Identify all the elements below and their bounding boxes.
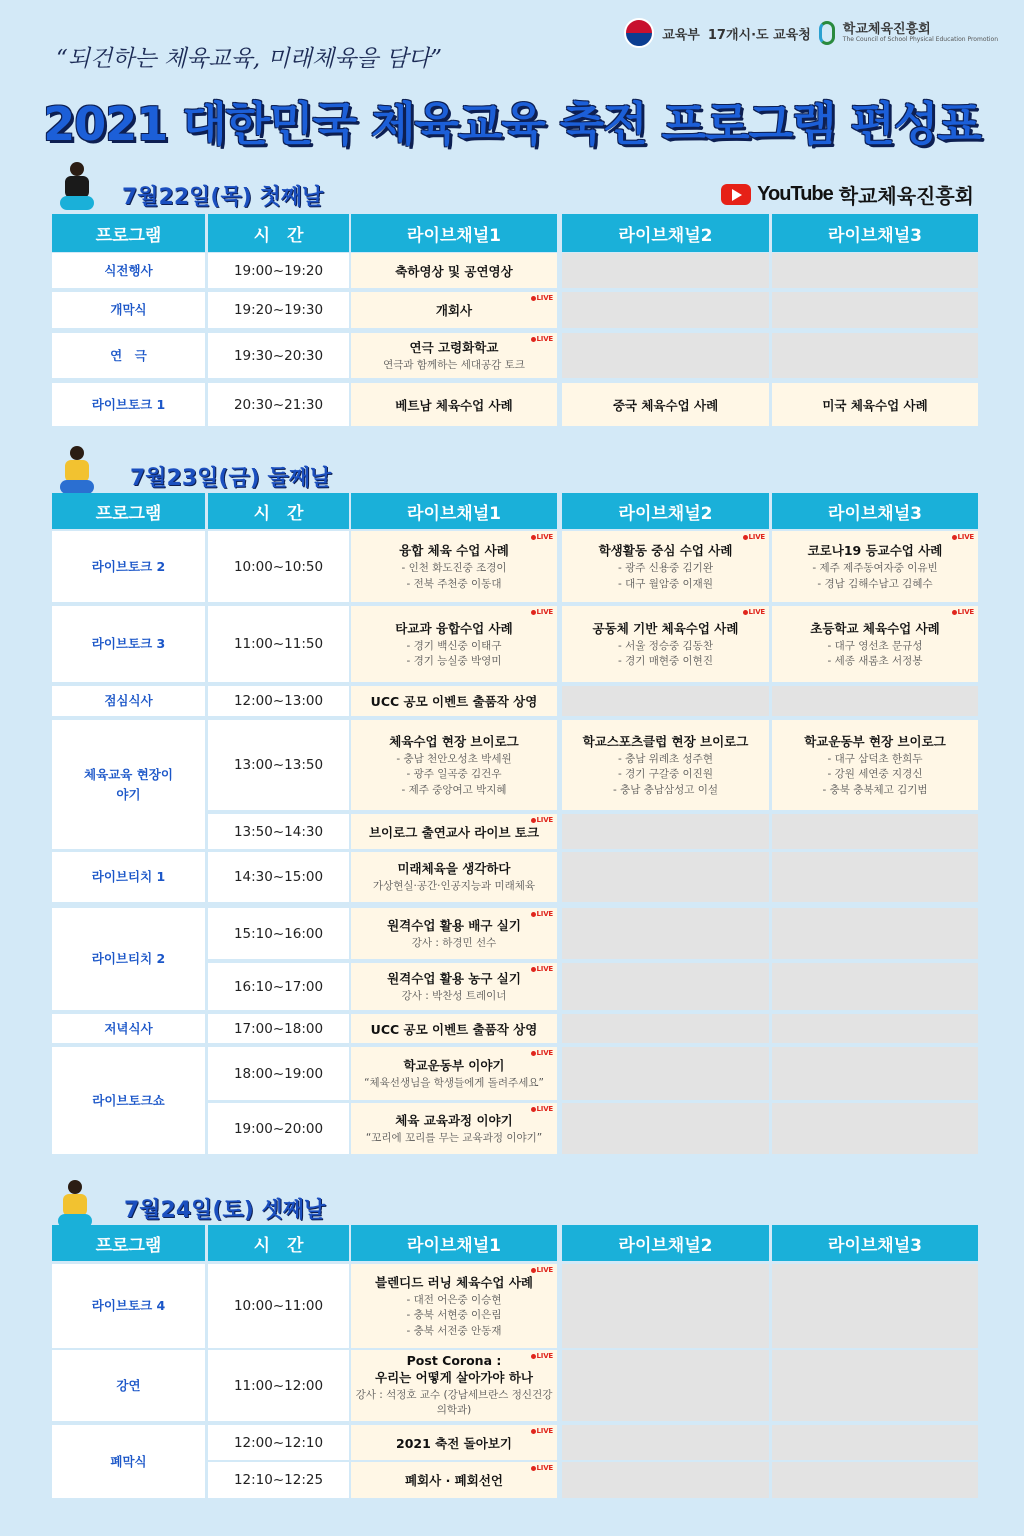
channel-3-empty — [772, 686, 978, 716]
program-label: 체육교육 현장이야기 — [84, 766, 173, 802]
session-detail — [412, 936, 497, 951]
live-badge: LIVE — [531, 335, 553, 343]
live-badge: LIVE — [531, 965, 553, 973]
session-detail — [407, 639, 502, 669]
session-title: UCC 공모 이벤트 출품작 상영 — [370, 694, 538, 709]
column-header: 시 간 — [208, 1225, 349, 1261]
column-header: 라이브채널2 — [562, 1225, 769, 1261]
session-detail-line: 연극과 함께하는 세대공감 토크 — [383, 358, 525, 371]
session-title: 학교운동부 현장 브이로그 — [804, 734, 946, 750]
session-detail-line: - 충남 위례초 성주현 — [618, 753, 713, 766]
program-name — [52, 720, 205, 849]
page-title: 2021 대한민국 체육교육 축전 프로그램 편성표 — [43, 97, 981, 151]
youtube-channel-name: 학교체육진흥회 — [838, 184, 974, 208]
channel-3-session[interactable] — [772, 531, 978, 602]
session-detail-line: - 충북 서전중 안동재 — [406, 1324, 502, 1337]
channel-2-session[interactable] — [562, 720, 769, 810]
live-badge: LIVE — [531, 1105, 553, 1113]
session-title: 브이로그 출연교사 라이브 토크 — [368, 824, 540, 840]
session-detail-line: - 서울 정승중 김동찬 — [618, 639, 713, 652]
top-logo-bar — [624, 18, 998, 48]
live-badge: LIVE — [531, 816, 553, 824]
channel-1-session[interactable] — [351, 1264, 557, 1348]
column-header: 라이브채널1 — [351, 214, 557, 252]
channel-3-empty — [772, 963, 978, 1010]
program-label: 라이브티치 2 — [91, 951, 166, 966]
program-label: 라이브토크쇼 — [92, 1092, 165, 1108]
org-offices: 17개시·도 교육청 — [707, 27, 811, 43]
channel-1-session[interactable] — [351, 1014, 557, 1043]
time-slot: 13:50~14:30 — [208, 814, 349, 849]
live-badge: LIVE — [743, 608, 765, 616]
channel-3-empty — [772, 333, 978, 378]
live-badge: LIVE — [743, 533, 765, 541]
session-title: 체육수업 현장 브이로그 — [389, 734, 519, 750]
live-badge: LIVE — [531, 1464, 553, 1472]
session-title: 축하영상 및 공연영상 — [395, 263, 513, 279]
session-detail-line: - 경기 구갈중 이진원 — [618, 768, 713, 781]
youtube-wordmark: YouTube — [757, 183, 833, 205]
program-label: 저녁식사 — [104, 1020, 153, 1036]
column-header: 라이브채널3 — [772, 1225, 978, 1261]
time-slot: 19:20~19:30 — [208, 292, 349, 328]
channel-1-session[interactable] — [351, 852, 557, 902]
channel-1-session[interactable] — [351, 531, 557, 602]
time-slot: 20:30~21:30 — [208, 383, 349, 426]
program-label: 라이브티치 1 — [91, 869, 166, 884]
session-title: 베트남 체육수업 사례 — [395, 397, 513, 413]
program-name — [52, 908, 205, 1010]
channel-2-empty — [562, 686, 769, 716]
government-emblem-icon — [624, 18, 654, 48]
session-detail-line: - 광주 신용중 김기완 — [618, 562, 713, 575]
session-detail — [396, 752, 511, 798]
session-detail — [401, 561, 506, 591]
program-label: 라이브토크 3 — [91, 636, 166, 651]
program-label: 강연 — [116, 1377, 141, 1393]
session-detail-line: - 대구 영선초 문규성 — [827, 639, 923, 652]
channel-3-session[interactable] — [772, 606, 978, 682]
channel-3-empty — [772, 814, 978, 849]
session-detail — [812, 561, 937, 591]
channel-1-session[interactable] — [351, 1103, 557, 1154]
program-label: 식전행사 — [104, 262, 153, 278]
channel-1-session[interactable] — [351, 1047, 557, 1100]
channel-1-session[interactable] — [351, 814, 557, 849]
column-header: 프로그램 — [52, 1225, 205, 1261]
live-badge: LIVE — [531, 294, 553, 302]
session-title: 코로나19 등교수업 사례 — [807, 543, 943, 559]
time-slot: 16:10~17:00 — [208, 963, 349, 1010]
session-title: UCC 공모 이벤트 출품작 상영 — [370, 1021, 538, 1037]
column-header: 프로그램 — [52, 214, 205, 252]
time-slot: 12:00~13:00 — [208, 686, 349, 716]
program-label: 라이브토크 1 — [91, 396, 166, 412]
channel-1-session[interactable] — [351, 1350, 557, 1421]
program-name — [52, 686, 205, 716]
session-detail — [618, 639, 713, 669]
session-detail-line: - 대전 어은중 이승현 — [406, 1294, 502, 1307]
session-detail-line: - 강원 세연중 지경신 — [827, 768, 923, 781]
org-ministry: 교육부 — [662, 27, 700, 43]
channel-1-session[interactable] — [351, 908, 557, 959]
channel-3-empty — [772, 1462, 978, 1498]
channel-3-empty — [772, 292, 978, 328]
session-detail — [822, 752, 927, 798]
session-detail-line: - 경기 매현중 이현진 — [618, 655, 713, 667]
channel-2-empty — [562, 1047, 769, 1100]
time-slot: 12:10~12:25 — [208, 1462, 349, 1498]
channel-2-empty — [562, 1103, 769, 1154]
session-detail — [618, 561, 713, 591]
channel-2-empty — [562, 1350, 769, 1421]
time-slot: 17:00~18:00 — [208, 1014, 349, 1043]
time-slot: 11:00~11:50 — [208, 606, 349, 682]
session-detail-line: - 충북 서현중 이은림 — [406, 1309, 502, 1322]
session-title: 미래체육을 생각하다 — [397, 861, 511, 877]
athlete-figure-1-icon — [52, 160, 102, 216]
day2-title: 7월23일(금) 둘째날 — [130, 466, 332, 491]
live-badge: LIVE — [531, 608, 553, 616]
channel-2-empty — [562, 253, 769, 288]
session-detail-line: - 대구 월암중 이재원 — [618, 577, 713, 590]
program-name — [52, 292, 205, 328]
channel-1-session[interactable] — [351, 253, 557, 288]
column-header: 라이브채널2 — [562, 214, 769, 252]
channel-2-empty — [562, 814, 769, 849]
session-detail-line: 강사 : 하경민 선수 — [411, 936, 497, 949]
channel-2-empty — [562, 908, 769, 959]
session-title: 타교과 융합수업 사례 — [395, 620, 513, 636]
time-slot: 10:00~10:50 — [208, 531, 349, 602]
channel-3-empty — [772, 1014, 978, 1043]
live-badge: LIVE — [531, 1427, 553, 1435]
session-detail — [407, 1293, 502, 1339]
channel-1-session[interactable] — [351, 333, 557, 378]
session-detail — [373, 879, 535, 894]
channel-2-empty — [562, 1014, 769, 1043]
time-slot: 10:00~11:00 — [208, 1264, 349, 1348]
channel-1-session[interactable] — [351, 1462, 557, 1498]
session-title: 미국 체육수업 사례 — [822, 397, 928, 413]
column-header: 라이브채널1 — [351, 493, 557, 529]
live-badge: LIVE — [531, 910, 553, 918]
session-title: 학교스포츠클럽 현장 브이로그 — [582, 734, 749, 750]
program-label: 라이브토크 4 — [91, 1298, 166, 1313]
channel-3-session[interactable] — [772, 720, 978, 810]
session-detail-line: - 대구 삼덕초 한희두 — [827, 753, 923, 766]
channel-3-empty — [772, 852, 978, 902]
channel-3-empty — [772, 908, 978, 959]
column-header: 라이브채널3 — [772, 214, 978, 252]
session-title: 원격수업 활용 배구 실기 — [387, 917, 521, 933]
session-detail-line: - 전북 주천중 이동대 — [406, 577, 502, 590]
program-label: 개막식 — [110, 302, 147, 317]
session-title: 체육 교육과정 이야기 — [395, 1112, 513, 1128]
session-detail-line: - 충남 충남삼성고 이설 — [612, 783, 719, 796]
channel-3-empty — [772, 253, 978, 288]
time-slot: 15:10~16:00 — [208, 908, 349, 959]
column-header: 시 간 — [208, 493, 349, 529]
session-title: 융합 체육 수업 사례 — [399, 543, 509, 559]
channel-1-session[interactable] — [351, 963, 557, 1010]
athlete-figure-2-icon — [52, 444, 102, 500]
column-header: 라이브채널1 — [351, 1225, 557, 1261]
channel-1-session[interactable] — [351, 1425, 557, 1460]
session-detail-line: “체육선생님을 학생들에게 돌려주세요” — [364, 1076, 544, 1089]
session-detail-line: 가상현실·공간·인공지능과 미래체육 — [372, 880, 536, 893]
program-name — [52, 606, 205, 682]
program-name — [52, 383, 205, 426]
program-name — [52, 1014, 205, 1043]
session-title: 학생활동 중심 수업 사례 — [598, 543, 733, 559]
program-name — [52, 1425, 205, 1498]
session-detail-line: 강사 : 석정호 교수 (강남세브란스 정신건강의학과) — [355, 1388, 553, 1416]
channel-3-empty — [772, 1425, 978, 1460]
program-label: 점심식사 — [104, 693, 153, 708]
session-detail-line: - 인천 화도진중 조경이 — [401, 562, 507, 575]
program-name — [52, 1350, 205, 1421]
time-slot: 12:00~12:10 — [208, 1425, 349, 1460]
channel-2-session[interactable] — [562, 383, 769, 426]
live-badge: LIVE — [952, 608, 974, 616]
channel-2-empty — [562, 333, 769, 378]
time-slot: 19:00~19:20 — [208, 253, 349, 288]
channel-1-session[interactable] — [351, 606, 557, 682]
column-header: 프로그램 — [52, 493, 205, 529]
session-title: 블렌디드 러닝 체육수업 사례 — [375, 1275, 533, 1291]
channel-2-empty — [562, 1462, 769, 1498]
channel-3-empty — [772, 1103, 978, 1154]
time-slot: 18:00~19:00 — [208, 1047, 349, 1100]
time-slot: 19:30~20:30 — [208, 333, 349, 378]
session-detail-line: - 충남 천안오성초 박세원 — [396, 753, 512, 766]
day1-title: 7월22일(목) 첫째날 — [122, 185, 324, 210]
column-header: 라이브채널2 — [562, 493, 769, 529]
session-detail-line: - 제주 중앙여고 박지혜 — [401, 783, 507, 796]
session-title: 초등학교 체육수업 사례 — [810, 620, 940, 636]
live-badge: LIVE — [952, 533, 974, 541]
session-detail-line: 강사 : 박찬성 트레이너 — [401, 989, 507, 1002]
program-name — [52, 253, 205, 288]
live-badge: LIVE — [531, 1266, 553, 1274]
program-name — [52, 531, 205, 602]
channel-1-session[interactable] — [351, 720, 557, 810]
session-title: 2021 축전 돌아보기 — [396, 1435, 512, 1451]
channel-2-session[interactable] — [562, 606, 769, 682]
channel-2-session[interactable] — [562, 531, 769, 602]
youtube-play-icon — [721, 184, 751, 205]
channel-1-session[interactable] — [351, 686, 557, 716]
program-label: 폐막식 — [110, 1453, 147, 1469]
slogan: “되건하는 체육교육, 미래체육을 담다” — [56, 46, 443, 72]
day3-title: 7월24일(토) 셋째날 — [124, 1198, 326, 1223]
channel-2-empty — [562, 1425, 769, 1460]
session-detail-line: - 제주 제주동여자중 이유빈 — [812, 562, 938, 575]
channel-3-empty — [772, 1264, 978, 1348]
live-badge: LIVE — [531, 1352, 553, 1360]
session-detail-line: - 경기 백신중 이태구 — [406, 639, 502, 652]
channel-2-empty — [562, 852, 769, 902]
session-detail-line: “꼬리에 꼬리를 무는 교육과정 이야기” — [365, 1131, 543, 1144]
session-detail-line: - 세종 새롬초 서정봉 — [827, 655, 923, 667]
session-detail — [402, 989, 507, 1004]
session-title: 연극 고령화학교 — [409, 339, 499, 355]
program-name — [52, 852, 205, 902]
program-label: 라이브토크 2 — [91, 558, 166, 574]
program-name — [52, 333, 205, 378]
session-detail — [383, 358, 525, 373]
channel-3-session[interactable] — [772, 383, 978, 426]
live-badge: LIVE — [531, 1049, 553, 1057]
session-detail — [351, 1388, 557, 1418]
channel-2-empty — [562, 963, 769, 1010]
session-title: 학교운동부 이야기 — [403, 1057, 505, 1073]
program-name — [52, 1047, 205, 1154]
session-detail-line: - 충북 충북체고 김기범 — [822, 783, 928, 796]
session-detail-line: - 광주 일곡중 김건우 — [406, 768, 502, 781]
session-detail-line: - 경기 능실중 박영미 — [406, 655, 502, 667]
session-detail — [828, 639, 923, 669]
channel-2-empty — [562, 292, 769, 328]
time-slot: 19:00~20:00 — [208, 1103, 349, 1154]
session-title: 중국 체육수업 사례 — [612, 397, 719, 413]
channel-3-empty — [772, 1350, 978, 1421]
session-title: 개회사 — [435, 303, 473, 318]
column-header: 라이브채널3 — [772, 493, 978, 529]
column-header: 시 간 — [208, 214, 349, 252]
session-title: 공동체 기반 체육수업 사례 — [592, 620, 739, 636]
session-detail-line: - 경남 김해수남고 김혜수 — [817, 577, 933, 590]
time-slot: 14:30~15:00 — [208, 852, 349, 902]
org-kspo: 학교체육진흥회 The Council of School Physical Education Promotion — [842, 21, 998, 43]
program-name — [52, 1264, 205, 1348]
session-title: Post Corona : 우리는 어떻게 살아가야 하나 — [375, 1352, 533, 1385]
channel-2-empty — [562, 1264, 769, 1348]
session-detail — [364, 1076, 544, 1091]
time-slot: 11:00~12:00 — [208, 1350, 349, 1421]
channel-1-session[interactable] — [351, 292, 557, 328]
time-slot: 13:00~13:50 — [208, 720, 349, 810]
session-detail — [613, 752, 718, 798]
session-title: 원격수업 활용 농구 실기 — [387, 970, 521, 986]
channel-3-empty — [772, 1047, 978, 1100]
session-detail — [366, 1131, 542, 1146]
youtube-channel[interactable] — [721, 180, 974, 209]
kspo-logo-icon — [819, 21, 835, 45]
live-badge: LIVE — [531, 533, 553, 541]
channel-1-session[interactable] — [351, 383, 557, 426]
program-label: 연 극 — [110, 347, 147, 363]
session-title: 폐회사 · 폐회선언 — [405, 1473, 503, 1488]
